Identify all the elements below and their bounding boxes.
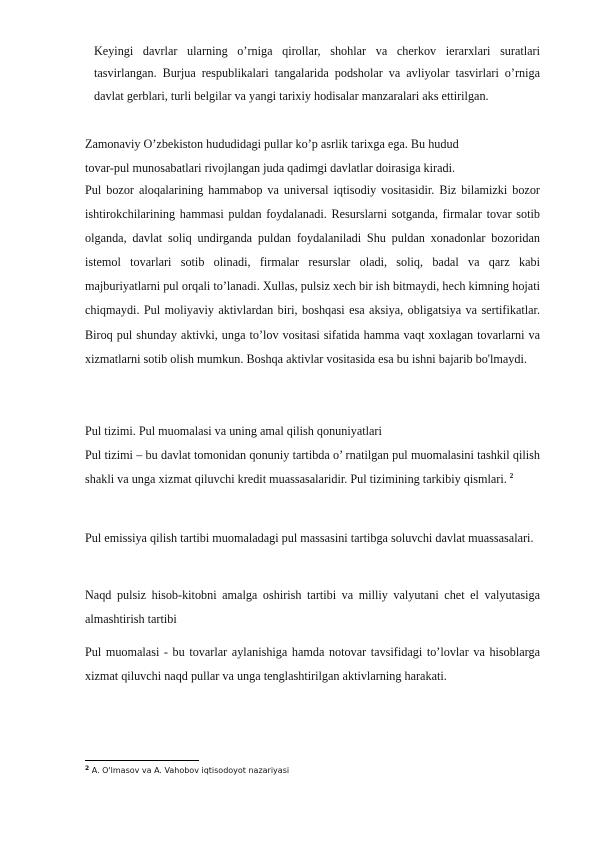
footnote-reference: 2 <box>509 472 514 481</box>
paragraph-money-system-definition <box>85 443 540 491</box>
footnote <box>85 765 540 777</box>
paragraph-money-circulation: Pul muomalasi - bu tovarlar aylanishiga hamda notovar tavsifidagi to’lovlar va hisoblarga xizmat qiluvchi naqd pullar va unga tenglashtirilgan aktivlarning harakati. <box>85 645 540 684</box>
paragraph-commodity-money-relations: tovar-pul munosabatlari rivojlangan juda qadimgi davlatlar doirasiga kiradi. <box>85 161 456 175</box>
paragraph-money-system-text: Pul tizimi – bu davlat tomonidan qonuniy tartibda o’ rnatilgan pul muomalasini tashkil qilish shakli va unga xizmat qiluvchi kredit muassasalaridir. Pul tizimining tarkibiy qismlari. <box>85 448 540 487</box>
section-heading-money-system: Pul tizimi. Pul muomalasi va uning amal qilish qonuniyatlari <box>85 424 382 438</box>
paragraph-cashless-settlement: Naqd pulsiz hisob-kitobni amalga oshirish tartibi va milliy valyutani chet el valyutasiga almashtirish tartibi <box>85 588 540 627</box>
paragraph-money-market-tool: Pul bozor aloqalarining hammabop va universal iqtisodiy vositasidir. Biz bilamizki bozor ishtirokchilarining hammasi puldan foydalanadi. Resurslarni sotganda, firmalar tovar sotib olganda, davlat soliq undirganda puldan foydalaniladi Shu puldan xonadonlar bozoridan istemol tovarlari sotib olinadi, firmalar resurslar oladi, soliq, badal va qarz kabi majburiyatlarni pul orqali to’lanadi. Xullas, pulsiz xech bir ish bitmaydi, hech kimning hojati chiqmaydi. Pul moliyaviy aktivlardan biri, boshqasi esa aksiya, obligatsiya va sertifikatlar. Biroq pul shunday aktivki, unga to’lov vositasi sifatida hamma vaqt xoxlagan tovarlarni va xizmatlarni sotib olish mumkun. Boshqa aktivlar vositasida esa bu ishni bajarib bo'lmaydi. <box>85 183 540 366</box>
paragraph-coin-history: Keyingi davrlar ularning o’rniga qirollar, shohlar va cherkov ierarxlari suratlari tasvirlangan. Burjua respublikalari tangalarida podsholar va avliyolar tasvirlari o’rniga davlat gerblari, turli belgilar va yangi tarixiy hodisalar manzaralari aks ettirilgan. <box>94 44 540 103</box>
footnote-divider <box>85 760 199 761</box>
footnote-text: A. O'lmasov va A. Vahobov iqtisodoyot nazariyasi <box>89 766 290 775</box>
paragraph-money-emission: Pul emissiya qilish tartibi muomaladagi pul massasini tartibga soluvchi davlat muassasalari. <box>85 531 534 545</box>
paragraph-uzbekistan-money: Zamonaviy O’zbekiston hududidagi pullar ko’p asrlik tarixga ega. Bu hudud <box>85 137 459 151</box>
footnote-mark: 2 <box>85 765 90 772</box>
